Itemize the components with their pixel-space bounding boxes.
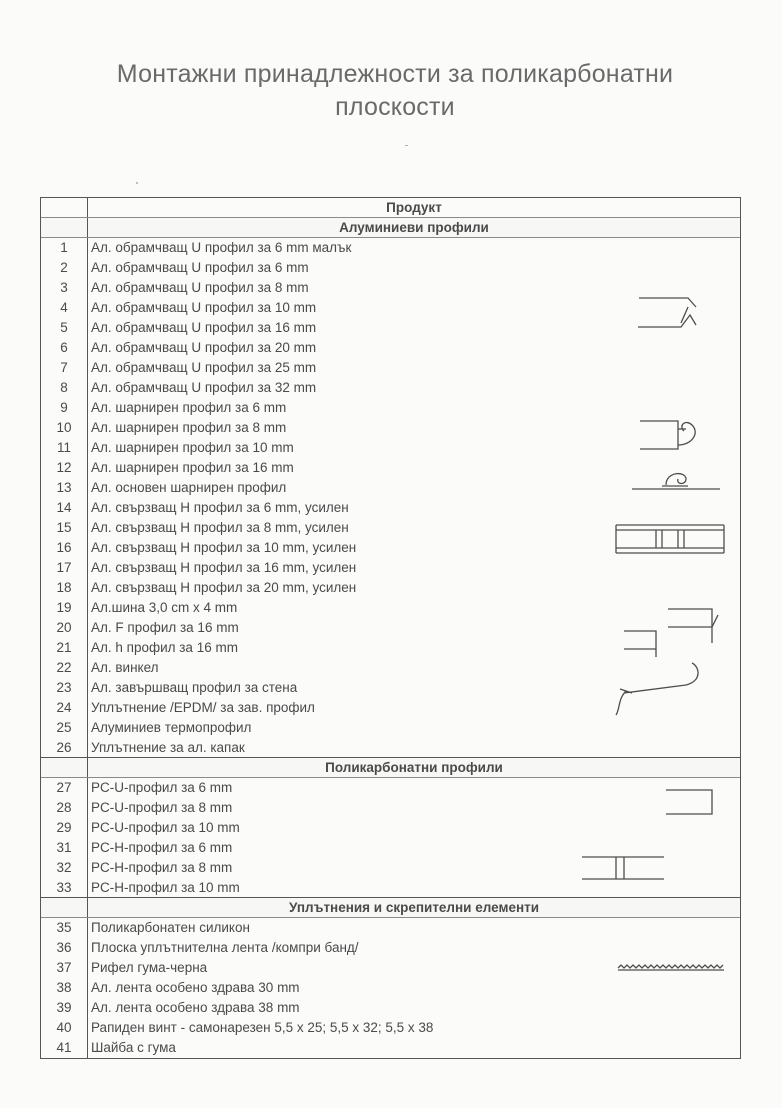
ribbed-rubber-drawing: [616, 958, 728, 976]
table-row: [41, 718, 740, 738]
item-name: Ал. шарнирен профил за 10 mm: [91, 440, 294, 455]
item-name: Ал. свързващ H профил за 6 mm, усилен: [91, 500, 349, 515]
table-row: [41, 558, 740, 578]
item-number: 39: [41, 998, 88, 1018]
item-number: 17: [41, 558, 88, 578]
item-number: 23: [41, 678, 88, 698]
item-name: Ал. шарнирен профил за 16 mm: [91, 460, 294, 475]
item-number: 38: [41, 978, 88, 998]
item-number: 26: [41, 738, 88, 757]
item-number: 15: [41, 518, 88, 538]
item-number: 22: [41, 658, 88, 678]
table-row: [41, 338, 740, 358]
item-name: Ал. обрамчващ U профил за 8 mm: [91, 280, 309, 295]
item-name: PC-U-профил за 6 mm: [91, 780, 233, 795]
pc-u-profile-drawing: [664, 786, 716, 818]
table-row: [41, 578, 740, 598]
section-header-row: [41, 898, 740, 918]
table-row: [41, 598, 740, 618]
item-number: 3: [41, 278, 88, 298]
item-name: PC-H-профил за 10 mm: [91, 880, 240, 895]
item-number: 14: [41, 498, 88, 518]
item-name: Ал. свързващ H профил за 8 mm, усилен: [91, 520, 349, 535]
item-name: Ал. шарнирен профил за 6 mm: [91, 400, 287, 415]
item-name: Поликарбонатен силикон: [91, 920, 250, 935]
table-row: [41, 378, 740, 398]
h-small-profile-drawing: [622, 627, 668, 661]
item-name: Ал. шарнирен профил за 8 mm: [91, 420, 287, 435]
item-number: 24: [41, 698, 88, 718]
item-name: Ал. лента особено здрава 38 mm: [91, 1000, 300, 1015]
item-name: Ал. свързващ H профил за 10 mm, усилен: [91, 540, 357, 555]
item-name: Ал. основен шарнирен профил: [91, 480, 287, 495]
section-number-cell: [41, 218, 88, 237]
item-number: 19: [41, 598, 88, 618]
item-number: 27: [41, 778, 88, 798]
item-name: Рифел гума-черна: [91, 960, 208, 975]
item-number: 18: [41, 578, 88, 598]
item-name: Ал. обрамчващ U профил за 25 mm: [91, 360, 317, 375]
section-title: Алуминиеви профили: [339, 220, 489, 235]
item-number: 4: [41, 298, 88, 318]
item-number: 8: [41, 378, 88, 398]
item-number: 11: [41, 438, 88, 458]
number-column-header: [41, 198, 88, 217]
item-number: 37: [41, 958, 88, 978]
item-name: Ал. обрамчващ U профил за 6 mm: [91, 260, 309, 275]
item-number: 2: [41, 258, 88, 278]
item-number: 7: [41, 358, 88, 378]
item-number: 21: [41, 638, 88, 658]
table-row: [41, 258, 740, 278]
document-title: Монтажни принадлежности за поликарбонатни плоскости: [116, 60, 674, 121]
table-row: [41, 738, 740, 758]
item-name: Ал. свързващ H профил за 16 mm, усилен: [91, 560, 357, 575]
item-number: 35: [41, 918, 88, 938]
section-title: Поликарбонатни профили: [325, 760, 503, 775]
product-column-header: Продукт: [386, 200, 442, 215]
u-profile-drawing: [636, 293, 698, 333]
table-row: [41, 978, 740, 998]
item-number: 31: [41, 838, 88, 858]
table-row: [41, 998, 740, 1018]
item-name: Ал. лента особено здрава 30 mm: [91, 980, 300, 995]
item-number: 28: [41, 798, 88, 818]
item-name: Рапиден винт - самонарезен 5,5 x 25; 5,5 x 32; 5,5 x 38: [91, 1020, 434, 1035]
table-header-row: [41, 198, 740, 218]
section-header-row: [41, 758, 740, 778]
table-row: [41, 498, 740, 518]
item-name: Ал.шина 3,0 cm x 4 mm: [91, 600, 238, 615]
item-number: 12: [41, 458, 88, 478]
item-name: Ал. h профил за 16 mm: [91, 640, 238, 655]
table-row: [41, 358, 740, 378]
item-number: 6: [41, 338, 88, 358]
item-number: 29: [41, 818, 88, 838]
table-row: [41, 1038, 740, 1058]
item-number: 33: [41, 878, 88, 897]
section-header-row: [41, 218, 740, 238]
h-profile-drawing: [612, 519, 728, 559]
item-number: 40: [41, 1018, 88, 1038]
item-name: Плоска уплътнителна лента /компри банд/: [91, 940, 359, 955]
item-name: PC-H-профил за 6 mm: [91, 840, 233, 855]
item-number: 5: [41, 318, 88, 338]
item-name: Уплътнение /EPDM/ за зав. профил: [91, 700, 315, 715]
wall-profile-drawing: [610, 659, 706, 721]
table-row: [41, 778, 740, 798]
table-row: [41, 238, 740, 258]
item-name: Ал. обрамчващ U профил за 6 mm малък: [91, 240, 352, 255]
section-title: Уплътнения и скрепителни елементи: [288, 900, 540, 915]
section-number-cell: [41, 898, 88, 917]
item-name: Ал. обрамчващ U профил за 32 mm: [91, 380, 317, 395]
hinge-base-drawing: [628, 465, 724, 493]
scan-speck: [136, 182, 138, 184]
item-name: Ал. завършващ профил за стена: [91, 680, 298, 695]
item-name: Шайба с гума: [91, 1040, 176, 1055]
item-number: 16: [41, 538, 88, 558]
item-name: Ал. обрамчващ U профил за 20 mm: [91, 340, 317, 355]
table-row: [41, 938, 740, 958]
table-row: [41, 1018, 740, 1038]
item-number: 25: [41, 718, 88, 738]
hinge-profile-drawing: [636, 415, 716, 455]
item-name: PC-H-профил за 8 mm: [91, 860, 233, 875]
item-number: 1: [41, 238, 88, 258]
scan-speck: [405, 145, 408, 146]
item-name: Ал. обрамчващ U профил за 10 mm: [91, 300, 317, 315]
item-name: Ал. винкел: [91, 660, 159, 675]
item-name: Ал. свързващ H профил за 20 mm, усилен: [91, 580, 357, 595]
table-row: [41, 818, 740, 838]
f-profile-drawing: [666, 603, 722, 651]
item-name: Ал. обрамчващ U профил за 16 mm: [91, 320, 317, 335]
item-number: 9: [41, 398, 88, 418]
item-name: Ал. F профил за 16 mm: [91, 620, 239, 635]
item-name: Алуминиев термопрофил: [91, 720, 252, 735]
table-row: [41, 798, 740, 818]
section-number-cell: [41, 758, 88, 777]
table-row: [41, 918, 740, 938]
item-name: Уплътнение за ал. капак: [91, 740, 245, 755]
item-number: 13: [41, 478, 88, 498]
item-number: 32: [41, 858, 88, 878]
item-name: PC-U-профил за 10 mm: [91, 820, 240, 835]
pc-h-profile-drawing: [580, 853, 666, 883]
item-number: 36: [41, 938, 88, 958]
item-number: 10: [41, 418, 88, 438]
item-number: 41: [41, 1038, 88, 1058]
item-name: PC-U-профил за 8 mm: [91, 800, 233, 815]
item-number: 20: [41, 618, 88, 638]
